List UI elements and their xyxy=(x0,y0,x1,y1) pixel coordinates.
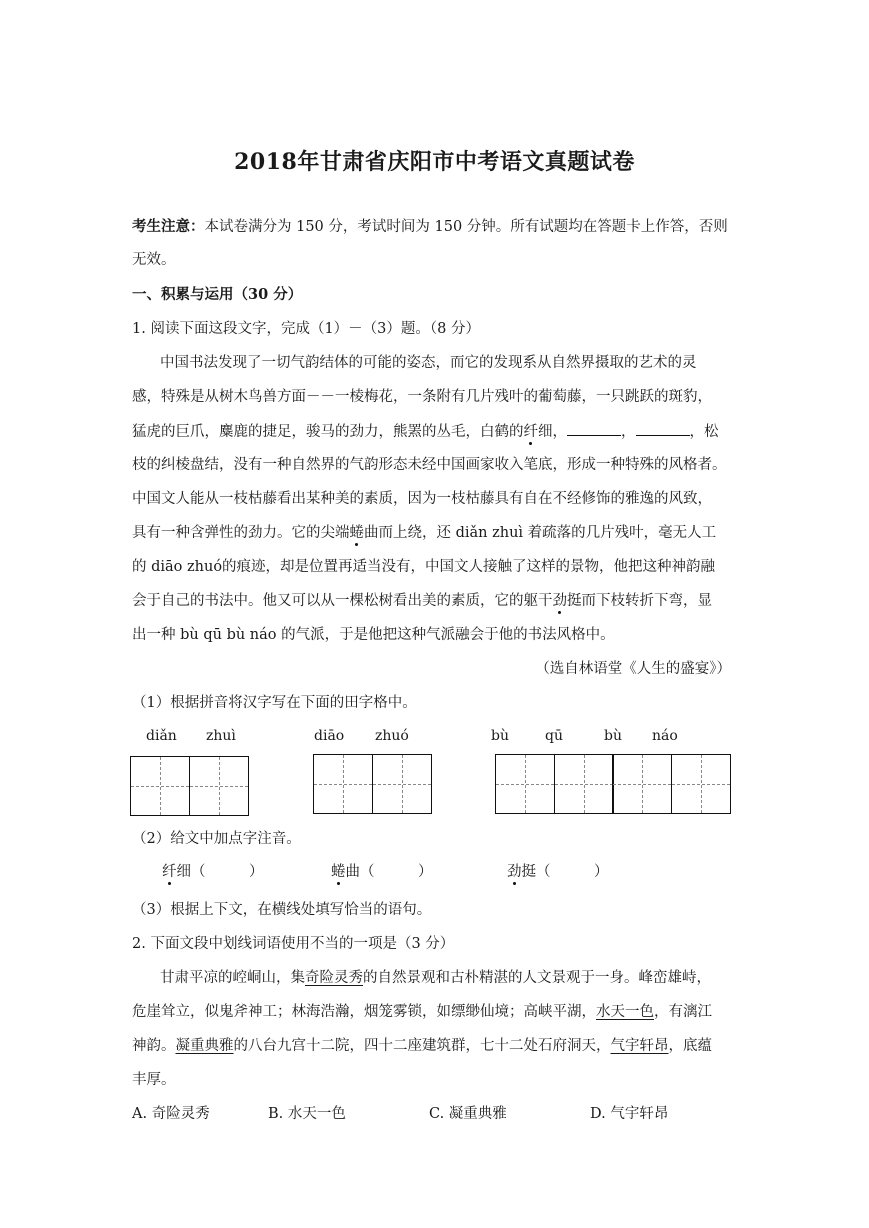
phonetic-blank: 挺（ ） xyxy=(521,864,609,880)
tianzige-cell[interactable] xyxy=(612,754,672,814)
tianzige-group-1 xyxy=(130,756,247,816)
dotted-char: 纤 xyxy=(162,864,177,880)
sub-question-1: （1）根据拼音将汉字写在下面的田字格中。 xyxy=(132,695,417,711)
dotted-char: 蜷 xyxy=(331,864,346,880)
notice-line-2: 无效。 xyxy=(132,252,176,268)
underlined-term: 奇险灵秀 xyxy=(305,970,363,986)
passage-text: ，松 xyxy=(689,424,719,440)
passage-text: 的自然景观和古朴精湛的人文景观于一身。峰峦雄峙， xyxy=(363,970,711,986)
phonetic-item[interactable] xyxy=(507,862,609,882)
passage-text: ，有漓江 xyxy=(654,1004,712,1020)
option-a[interactable]: A. 奇险灵秀 xyxy=(132,1106,210,1122)
pinyin-label: zhuì xyxy=(206,728,236,744)
passage-line xyxy=(132,591,712,611)
passage-text: 曲而上绕，还 diǎn zhuì 着疏落的几片残叶，毫无人工 xyxy=(364,525,717,541)
notice-text: 本试卷满分为 150 分，考试时间为 150 分钟。所有试题均在答题卡上作答，否则 xyxy=(204,219,728,235)
tianzige-cell[interactable] xyxy=(671,754,731,814)
phonetic-blank: 细（ ） xyxy=(176,864,264,880)
tianzige-group-3 xyxy=(495,754,729,814)
passage-text: 危崖耸立，似鬼斧神工；林海浩瀚，烟笼雾锁，如缥缈仙境；高峡平湖， xyxy=(132,1004,596,1020)
pinyin-label: diāo xyxy=(314,728,345,744)
passage-text: 会于自己的书法中。他又可以从一棵松树看出美的素质，它的躯干 xyxy=(132,593,553,609)
dotted-char: 劲 xyxy=(552,593,567,609)
passage-text: ， xyxy=(621,424,636,440)
passage-line: 的 diāo zhuó的痕迹，却是位置再适当没有，中国文人接触了这样的景物，他把这种神韵融 xyxy=(132,559,716,575)
phonetic-item[interactable] xyxy=(162,862,264,882)
passage-line: 感，特殊是从树木鸟兽方面－－一棱梅花，一条附有几片残叶的葡萄藤，一只跳跃的斑豹， xyxy=(132,389,712,405)
passage-line: 枝的纠棱盘结，没有一种自然界的气韵形态未经中国画家收入笔底，形成一种特殊的风格者。 xyxy=(132,457,727,473)
fill-blank[interactable] xyxy=(636,421,690,436)
option-c[interactable]: C. 凝重典雅 xyxy=(429,1106,507,1122)
pinyin-label: zhuó xyxy=(375,728,409,744)
phonetic-blank: 曲（ ） xyxy=(345,864,433,880)
passage-text: 甘肃平凉的崆峒山，集 xyxy=(160,970,305,986)
dotted-char: 蜷 xyxy=(349,525,364,541)
fill-blank[interactable] xyxy=(567,421,621,436)
page-title: 2018年甘肃省庆阳市中考语文真题试卷 xyxy=(234,149,635,175)
tianzige-group-2 xyxy=(313,754,430,814)
tianzige-cell[interactable] xyxy=(130,756,190,816)
passage-line: 中国书法发现了一切气韵结体的可能的姿态，而它的发现系从自然界摄取的艺术的灵 xyxy=(160,355,697,371)
underlined-term: 气宇轩昂 xyxy=(610,1038,669,1054)
sub-question-3: （3）根据上下文，在横线处填写恰当的语句。 xyxy=(132,902,432,918)
sub-question-2: （2）给文中加点字注音。 xyxy=(132,831,301,847)
passage-text: 的八台九宫十二院，四十二座建筑群，七十二处石府洞天， xyxy=(233,1038,611,1054)
passage-line: 丰厚。 xyxy=(132,1072,176,1088)
section-heading: 一、积累与运用（30 分） xyxy=(132,286,303,303)
pinyin-label: diǎn xyxy=(146,728,177,744)
question-2-stem: 2. 下面文段中划线词语使用不当的一项是（3 分） xyxy=(132,936,455,952)
tianzige-cell[interactable] xyxy=(372,754,432,814)
passage-text: 猛虎的巨爪，麋鹿的捷足，骏马的劲力，熊罴的丛毛，白鹤的 xyxy=(132,424,524,440)
dotted-char: 纤 xyxy=(523,424,538,440)
option-b[interactable]: B. 水天一色 xyxy=(268,1106,346,1122)
passage-text: 细， xyxy=(538,424,567,440)
passage-text: 具有一种含弹性的劲力。它的尖端 xyxy=(132,525,350,541)
underlined-term: 凝重典雅 xyxy=(175,1038,234,1054)
question-1-stem: 1. 阅读下面这段文字，完成（1）－（3）题。（8 分） xyxy=(132,321,480,337)
passage-line: 中国文人能从一枝枯藤看出某种美的素质，因为一枝枯藤具有自在不经修饰的雅逸的风致， xyxy=(132,491,712,507)
passage-text: 挺而下枝转折下弯，显 xyxy=(567,593,712,609)
passage-line xyxy=(132,1002,712,1022)
passage-text: ，底蕴 xyxy=(668,1038,712,1054)
phonetic-item[interactable] xyxy=(331,862,433,882)
pinyin-label: náo xyxy=(652,728,678,744)
tianzige-cell[interactable] xyxy=(189,756,249,816)
underlined-term: 水天一色 xyxy=(596,1004,654,1020)
passage-line: 出一种 bù qū bù náo 的气派，于是他把这种气派融会于他的书法风格中。 xyxy=(132,627,615,643)
tianzige-cell[interactable] xyxy=(495,754,555,814)
tianzige-cell[interactable] xyxy=(313,754,373,814)
notice-label: 考生注意： xyxy=(132,218,205,235)
pinyin-label: bù xyxy=(491,728,509,744)
pinyin-label: bù xyxy=(604,728,622,744)
passage-line xyxy=(132,1036,712,1056)
tianzige-cell[interactable] xyxy=(554,754,614,814)
option-d[interactable]: D. 气宇轩昂 xyxy=(590,1106,669,1122)
passage-source: （选自林语堂《人生的盛宴》） xyxy=(535,661,731,677)
passage-line xyxy=(132,421,719,442)
passage-line xyxy=(160,968,711,988)
passage-text: 神韵。 xyxy=(132,1038,176,1054)
pinyin-label: qū xyxy=(545,728,563,744)
dotted-char: 劲 xyxy=(507,864,522,880)
passage-line xyxy=(132,523,716,543)
notice-line-1 xyxy=(132,217,728,237)
